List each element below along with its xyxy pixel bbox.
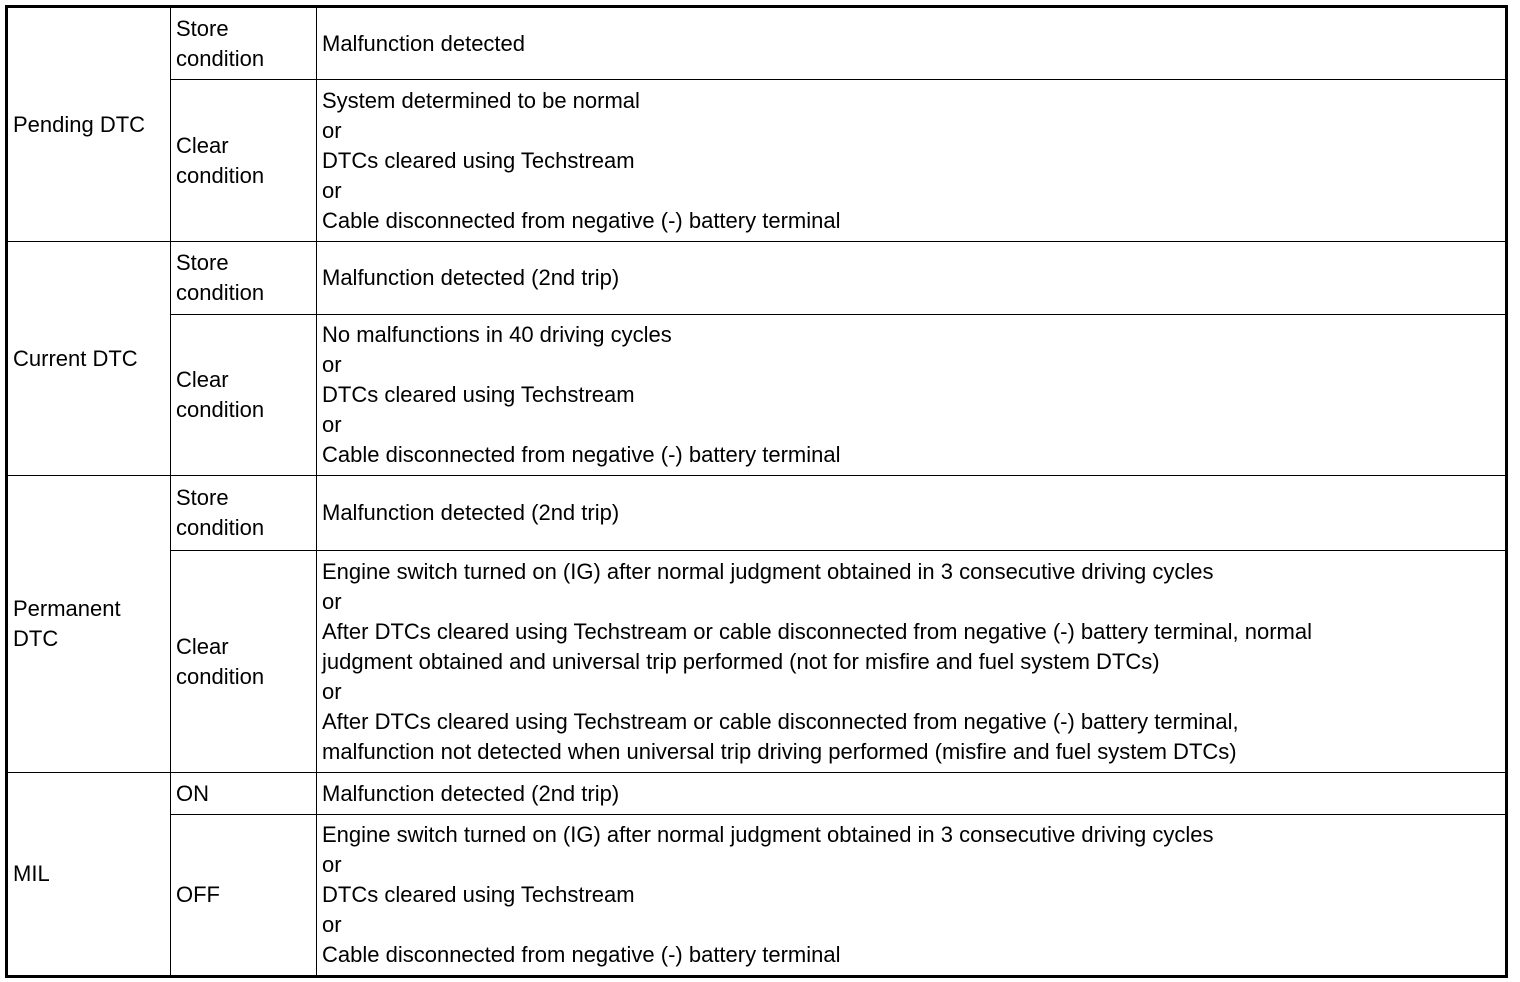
cell-text-line: Engine switch turned on (IG) after normal judgment obtained in 3 consecutive driving cycles xyxy=(322,558,1214,584)
cell-text-line: condition xyxy=(176,515,265,540)
cell-text-line: or xyxy=(322,412,342,437)
cell-text-line: Malfunction detected (2nd trip) xyxy=(322,265,620,290)
cell-text-line: Malfunction detected (2nd trip) xyxy=(322,500,620,525)
cell-text-line: or xyxy=(322,352,342,377)
condition-label-cell xyxy=(171,551,317,773)
cell-text-line: or xyxy=(322,678,342,704)
condition-label-cell xyxy=(171,80,317,242)
table-row xyxy=(7,476,1507,551)
cell-text-line: Malfunction detected xyxy=(322,30,526,56)
cell-text-line: condition xyxy=(176,663,265,689)
cell-text-line: Engine switch turned on (IG) after normal judgment obtained in 3 consecutive driving cycles xyxy=(322,822,1214,847)
cell-text-line: malfunction not detected when universal trip driving performed (misfire and fuel system DTCs) xyxy=(322,738,1237,764)
table-row xyxy=(7,815,1507,977)
table-row xyxy=(7,315,1507,476)
condition-label-cell xyxy=(171,476,317,551)
condition-label-cell xyxy=(171,815,317,977)
cell-text-line: or xyxy=(322,912,342,937)
cell-text-line: No malfunctions in 40 driving cycles xyxy=(322,322,672,347)
cell-text-line: Store xyxy=(176,15,229,41)
category-cell xyxy=(7,476,171,773)
condition-label-cell xyxy=(171,773,317,815)
condition-label-cell xyxy=(171,7,317,80)
cell-text-line: DTCs cleared using Techstream xyxy=(322,147,635,173)
cell-text-line: Clear xyxy=(176,132,229,158)
condition-detail-cell xyxy=(317,551,1507,773)
condition-detail-cell xyxy=(317,80,1507,242)
cell-text-line: or xyxy=(322,852,342,877)
category-label: Current DTC xyxy=(13,345,138,371)
cell-text-line: System determined to be normal xyxy=(322,87,640,113)
category-label: Permanent DTC xyxy=(13,596,121,651)
cell-text-line: Store xyxy=(176,250,229,275)
table-row xyxy=(7,7,1507,80)
category-cell xyxy=(7,773,171,977)
cell-text-line: Store xyxy=(176,485,229,510)
cell-text-line: Clear xyxy=(176,367,229,392)
category-label: Pending DTC xyxy=(13,111,146,137)
cell-text-line: Cable disconnected from negative (-) battery terminal xyxy=(322,207,841,233)
category-cell xyxy=(7,242,171,476)
cell-text-line: condition xyxy=(176,280,265,305)
condition-label-cell xyxy=(171,242,317,315)
cell-text-line: judgment obtained and universal trip performed (not for misfire and fuel system DTCs) xyxy=(322,648,1160,674)
condition-detail-cell xyxy=(317,315,1507,476)
cell-text-line: or xyxy=(322,117,342,143)
category-label: MIL xyxy=(13,861,50,886)
cell-text-line: DTCs cleared using Techstream xyxy=(322,382,635,407)
cell-text-line: Cable disconnected from negative (-) battery terminal xyxy=(322,942,841,967)
condition-label-cell xyxy=(171,315,317,476)
cell-text-line: condition xyxy=(176,397,265,422)
table-row xyxy=(7,80,1507,242)
cell-text-line: condition xyxy=(176,45,265,71)
cell-text-line: Cable disconnected from negative (-) battery terminal xyxy=(322,442,841,467)
cell-text-line: DTCs cleared using Techstream xyxy=(322,882,635,907)
table-row xyxy=(7,242,1507,315)
category-cell xyxy=(7,7,171,242)
table-row xyxy=(7,773,1507,815)
condition-detail-cell xyxy=(317,476,1507,551)
cell-text-line: After DTCs cleared using Techstream or cable disconnected from negative (-) battery terminal, xyxy=(322,708,1239,734)
condition-detail-cell xyxy=(317,773,1507,815)
table-row xyxy=(7,551,1507,773)
cell-text-line: After DTCs cleared using Techstream or cable disconnected from negative (-) battery terminal, normal xyxy=(322,618,1313,644)
condition-detail-cell xyxy=(317,815,1507,977)
cell-text-line: Clear xyxy=(176,633,229,659)
cell-text-line: or xyxy=(322,177,342,203)
cell-text-line: ON xyxy=(176,780,209,806)
cell-text-line: or xyxy=(322,588,342,614)
condition-detail-cell xyxy=(317,7,1507,80)
dtc-conditions-table xyxy=(5,5,1508,978)
cell-text-line: Malfunction detected (2nd trip) xyxy=(322,780,620,806)
cell-text-line: condition xyxy=(176,162,265,188)
cell-text-line: OFF xyxy=(176,882,220,907)
condition-detail-cell xyxy=(317,242,1507,315)
